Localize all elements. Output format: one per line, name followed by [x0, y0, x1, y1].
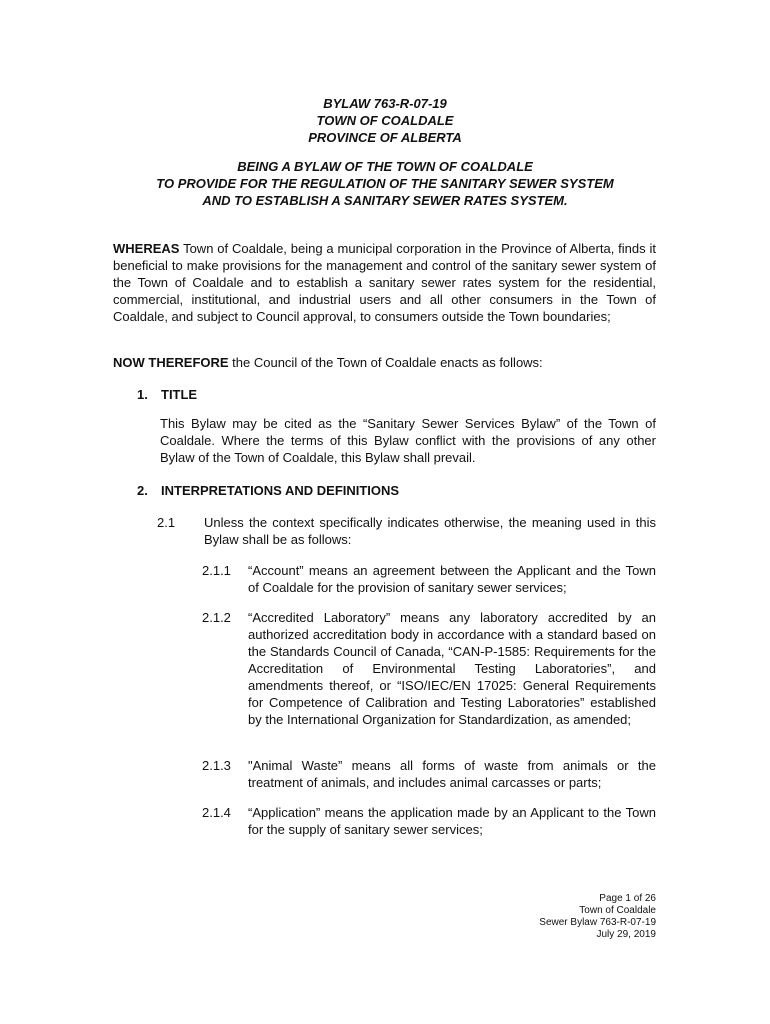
subtitle-line-1: BEING A BYLAW OF THE TOWN OF COALDALE — [237, 159, 533, 174]
bylaw-header — [0, 95, 770, 146]
clause-text: Unless the context specifically indicates otherwise, the meaning used in this Bylaw shall be as follows: — [204, 515, 656, 547]
section-2-number: 2. — [137, 483, 148, 498]
section-1-heading — [137, 386, 197, 403]
town-name: TOWN OF COALDALE — [316, 113, 454, 128]
definition-label: 2.1.4 — [202, 805, 231, 820]
footer-bylaw: Sewer Bylaw 763-R-07-19 — [539, 917, 656, 928]
definition-label: 2.1.2 — [202, 610, 231, 625]
subtitle-line-3: AND TO ESTABLISH A SANITARY SEWER RATES SYSTEM. — [202, 193, 568, 208]
definition-label: 2.1.1 — [202, 563, 231, 578]
section-2-heading — [137, 482, 399, 499]
page-number: Page 1 of 26 — [599, 893, 656, 904]
definition-text: “Accredited Laboratory” means any laboratory accredited by an authorized accreditation body in accordance with a standard based on the Standards Council of Canada, “CAN-P-1585: Requirements for the Accreditation of Environmental Testing Laboratories”, and amendments thereof, or “ISO/IEC/EN 17025: General Requirements for Competence of Calibration and Testing Laboratories” established by the International Organization for Standardization, as amended; — [248, 610, 656, 727]
definition-label: 2.1.3 — [202, 758, 231, 773]
section-2-title: INTERPRETATIONS AND DEFINITIONS — [161, 483, 400, 498]
subtitle-line-2: TO PROVIDE FOR THE REGULATION OF THE SANITARY SEWER SYSTEM — [156, 176, 614, 191]
definition-text: “Application” means the application made by an Applicant to the Town for the supply of sanitary sewer services; — [248, 805, 656, 837]
whereas-lead: WHEREAS — [113, 241, 180, 256]
now-therefore-lead: NOW THEREFORE — [113, 355, 229, 370]
definition-text: "Animal Waste” means all forms of waste from animals or the treatment of animals, and includes animal carcasses or parts; — [248, 758, 656, 790]
bylaw-number: BYLAW 763-R-07-19 — [323, 96, 447, 111]
section-1-number: 1. — [137, 387, 148, 402]
province-name: PROVINCE OF ALBERTA — [308, 130, 462, 145]
page-footer — [539, 893, 656, 941]
now-therefore-text: the Council of the Town of Coaldale enacts as follows: — [228, 355, 543, 370]
footer-town: Town of Coaldale — [579, 905, 656, 916]
section-1-title: TITLE — [161, 387, 198, 402]
now-therefore-paragraph — [113, 354, 656, 371]
definition-text: “Account” means an agreement between the Applicant and the Town of Coaldale for the provision of sanitary sewer services; — [248, 563, 656, 595]
whereas-text: Town of Coaldale, being a municipal corporation in the Province of Alberta, finds it beneficial to make provisions for the management and control of the sanitary sewer system of the Town of Coaldale and to establish a sanitary sewer rates system for the residential, commercial, institutional, and industrial users and all other consumers in the Town of Coaldale, and subject to Council approval, to consumers outside the Town boundaries; — [113, 241, 656, 324]
bylaw-subtitle — [0, 158, 770, 209]
section-1-body: This Bylaw may be cited as the “Sanitary Sewer Services Bylaw” of the Town of Coaldale. Where the terms of this Bylaw conflict with the provisions of any other Bylaw of the Town of Coaldale, this Bylaw shall prevail. — [160, 416, 656, 465]
footer-date: July 29, 2019 — [596, 929, 656, 940]
clause-label: 2.1 — [157, 515, 176, 530]
whereas-paragraph — [113, 240, 656, 325]
